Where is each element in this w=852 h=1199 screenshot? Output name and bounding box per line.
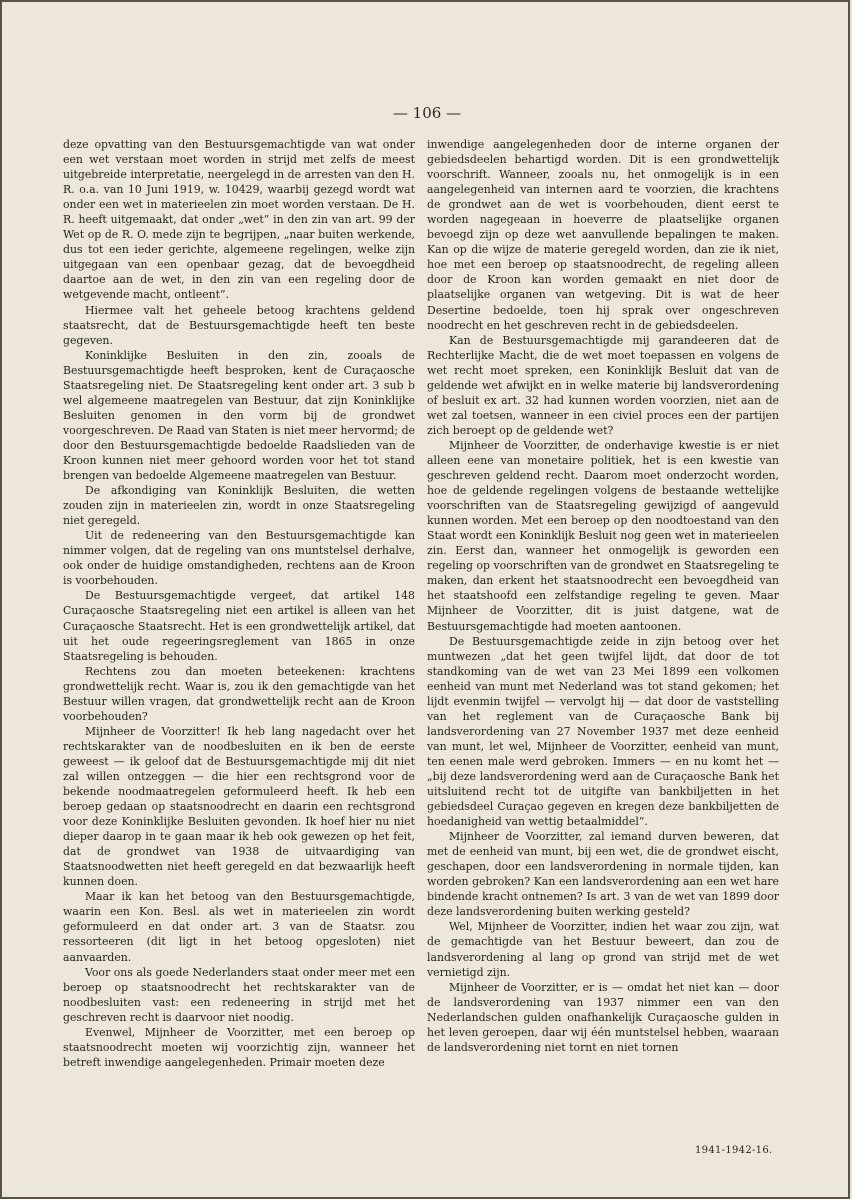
right-column: [427, 137, 779, 1054]
paragraph: De afkondiging van Koninklijk Besluiten, die wetten zouden zijn in materieelen zin, wordt in onze Staatsregeling niet geregeld.: [63, 484, 415, 528]
paragraph: Mijnheer de Voorzitter! Ik heb lang nagedacht over het rechtskarakter van de noodbesluiten en ik ben de eerste geweest — ik geloof dat de Bestuursgemachtigde mij dit niet zal willen ontzeggen — die hier een rechtsgrond voor de bekende noodmaatregelen geformuleerd heeft. Ik heb een beroep gedaan op staatsnoodrecht en daarin een rechtsgrond voor deze Koninklijke Besluiten gevonden. Ik hoef hier nu niet dieper daarop in te gaan maar ik heb ook gewezen op het feit, dat de grondwet van 1938 de uitvaardiging van Staatsnoodwetten niet heeft geregeld en dat bezwaarlijk heeft kunnen doen.: [63, 724, 415, 889]
paragraph: Koninklijke Besluiten in den zin, zooals de Bestuursgemachtigde heeft besproken, kent de Curaçaosche Staatsregeling niet. De Staatsregeling kent onder art. 3 sub b wel algemeene maatregelen van Bestuur, dat zijn Koninklijke Besluiten genomen in den vorm bij de grondwet voorgeschreven. De Raad van Staten is niet meer hervormd; de door den Bestuursgemachtigde bedoelde Raadslieden van de Kroon kunnen niet meer gehoord worden voor het tot stand brengen van bedoelde Algemeene maatregelen van Bestuur.: [63, 348, 415, 483]
paragraph: Hiermee valt het geheele betoog krachtens geldend staatsrecht, dat de Bestuursgemachtigde heeft ten beste gegeven.: [63, 303, 415, 347]
paragraph: Rechtens zou dan moeten beteekenen: krachtens grondwettelijk recht. Waar is, zou ik den gemachtigde van het Bestuur willen vragen, dat grondwettelijk recht aan de Kroon voorbehouden?: [63, 664, 415, 723]
footer-code: 1941-1942-16.: [695, 1145, 773, 1156]
paragraph: De Bestuursgemachtigde zeide in zijn betoog over het muntwezen „dat het geen twijfel lijdt, dat door de tot standkoming van de wet van 23 Mei 1899 een volkomen eenheid van munt met Nederland was tot stand gekomen; het lijdt evenmin twijfel — vervolgt hij — dat door de vaststelling van het reglement van de Curaçaosche Bank bij landsverordening van 27 November 1937 met deze eenheid van munt, let wel, Mijnheer de Voorzitter, eenheid van munt, ten eenen male werd gebroken. Immers — en nu komt het — „bij deze landsverordening werd aan de Curaçaosche Bank het uitsluitend recht tot de uitgifte van bankbiljetten in het gebiedsdeel Curaçao gegeven en kregen deze bankbiljetten de hoedanigheid van wettig betaalmiddel”.: [427, 634, 779, 829]
paragraph: Evenwel, Mijnheer de Voorzitter, met een beroep op staatsnoodrecht moeten wij voorzichtig zijn, wanneer het betreft inwendige aangelegenheden. Primair moeten deze: [63, 1025, 415, 1069]
paragraph: Kan de Bestuursgemachtigde mij garandeeren dat de Rechterlijke Macht, die de wet moet toepassen en volgens de wet recht moet spreken, een Koninklijk Besluit dat van de geldende wet afwijkt en in welke materie bij landsverordening of besluit ex art. 32 had kunnen worden voorzien, niet aan de wet zal toetsen, wanneer in een civiel proces een der partijen zich beroept op de geldende wet?: [427, 333, 779, 437]
paragraph: Wel, Mijnheer de Voorzitter, indien het waar zou zijn, wat de gemachtigde van het Bestuur beweert, dan zou de landsverordening al lang op grond van strijd met de wet vernietigd zijn.: [427, 920, 779, 979]
paragraph: Voor ons als goede Nederlanders staat onder meer met een beroep op staatsnoodrecht het rechtskarakter van de noodbesluiten vast: een redeneering in strijd met het geschreven recht is daarvoor niet noodig.: [63, 965, 415, 1024]
paragraph: De Bestuursgemachtigde vergeet, dat artikel 148 Curaçaosche Staatsregeling niet een artikel is alleen van het Curaçaosche Staatsrecht. Het is een grondwettelijk artikel, dat uit het oude regeeringsreglement van 1865 in onze Staatsregeling is behouden.: [63, 589, 415, 663]
paragraph: Mijnheer de Voorzitter, zal iemand durven beweren, dat met de eenheid van munt, bij een wet, die de grondwet eischt, geschapen, door een landsverordening in normale tijden, kan worden gebroken? Kan een landsverordening aan een wet hare bindende kracht ontnemen? Is art. 3 van de wet van 1899 door deze landsverordening buiten werking gesteld?: [427, 830, 779, 919]
paragraph: Maar ik kan het betoog van den Bestuursgemachtigde, waarin een Kon. Besl. als wet in materieelen zin wordt geformuleerd en dat onder art. 3 van de Staatsr. zou ressorteeren (dit ligt in het betoog opgesloten) niet aanvaarden.: [63, 890, 415, 964]
paragraph: inwendige aangelegenheden door de interne organen der gebiedsdeelen behartigd worden. Dit is een grondwettelijk voorschrift. Wanneer, zooals nu, het onmogelijk is in een aangelegenheid van internen aard te voorzien, die krachtens de grondwet aan de wet is voorbehouden, dient eerst te worden nagegeaan in hoeverre de plaatselijke organen bevoegd zijn op deze wet aanvullende bepalingen te maken. Kan op die wijze de materie geregeld worden, dan zie ik niet, hoe met een beroep op staatsnoodrecht, de regeling alleen door de Kroon kan worden gemaakt en niet door de plaatselijke organen van wetgeving. Dit is wat de heer Desertine bedoelde, toen hij sprak over ongeschreven noodrecht en het geschreven recht in de gebiedsdeelen.: [427, 138, 779, 332]
paragraph: Uit de redeneering van den Bestuursgemachtigde kan nimmer volgen, dat de regeling van ons muntstelsel derhalve, ook onder de huidige omstandigheden, rechtens aan de Kroon is voorbehouden.: [63, 529, 415, 588]
left-column: [63, 137, 415, 1069]
paragraph: deze opvatting van den Bestuursgemachtigde van wat onder een wet verstaan moet worden in strijd met zelfs de meest uitgebreide interpretatie, neergelegd in de arresten van den H. R. o.a. van 10 Juni 1919, w. 10429, waarbij gezegd wordt wat onder een wet in materieelen zin moet worden verstaan. De H. R. heeft uitgemaakt, dat onder „wet” in den zin van art. 99 der Wet op de R. O. mede zijn te begrijpen, „naar buiten werkende, dus tot een ieder gerichte, algemeene regelingen, welke zijn uitgegaan van een openbaar gezag, dat de bevoegdheid daartoe aan de wet, in den zin van een regeling door de wetgevende macht, ontleent”.: [63, 138, 415, 302]
paragraph: Mijnheer de Voorzitter, de onderhavige kwestie is er niet alleen eene van monetaire politiek, het is een kwestie van geschreven geldend recht. Daarom moet onderzocht worden, hoe de geldende regelingen volgens de bestaande wettelijke voorschriften van de Staatsregeling gewijzigd of aangevuld kunnen worden. Met een beroep op den noodtoestand van den Staat wordt een Koninklijk Besluit nog geen wet in materieelen zin. Eerst dan, wanneer het onmogelijk is geworden een regeling op voorschriften van de grondwet en Staatsregeling te maken, dan erkent het staatsnoodrecht een bevoegdheid van het staatshoofd een zelfstandige regeling te geven. Maar Mijnheer de Voorzitter, dit is juist datgene, wat de Bestuursgemachtigde had moeten aantoonen.: [427, 438, 779, 633]
page-number: — 106 —: [392, 104, 462, 122]
paragraph: Mijnheer de Voorzitter, er is — omdat het niet kan — door de landsverordening van 1937 nimmer een van den Nederlandschen gulden onafhankelijk Curaçaosche gulden in het leven geroepen, daar wij één muntstelsel hebben, waaraan de landsverordening niet tornt en niet tornen: [427, 980, 779, 1054]
